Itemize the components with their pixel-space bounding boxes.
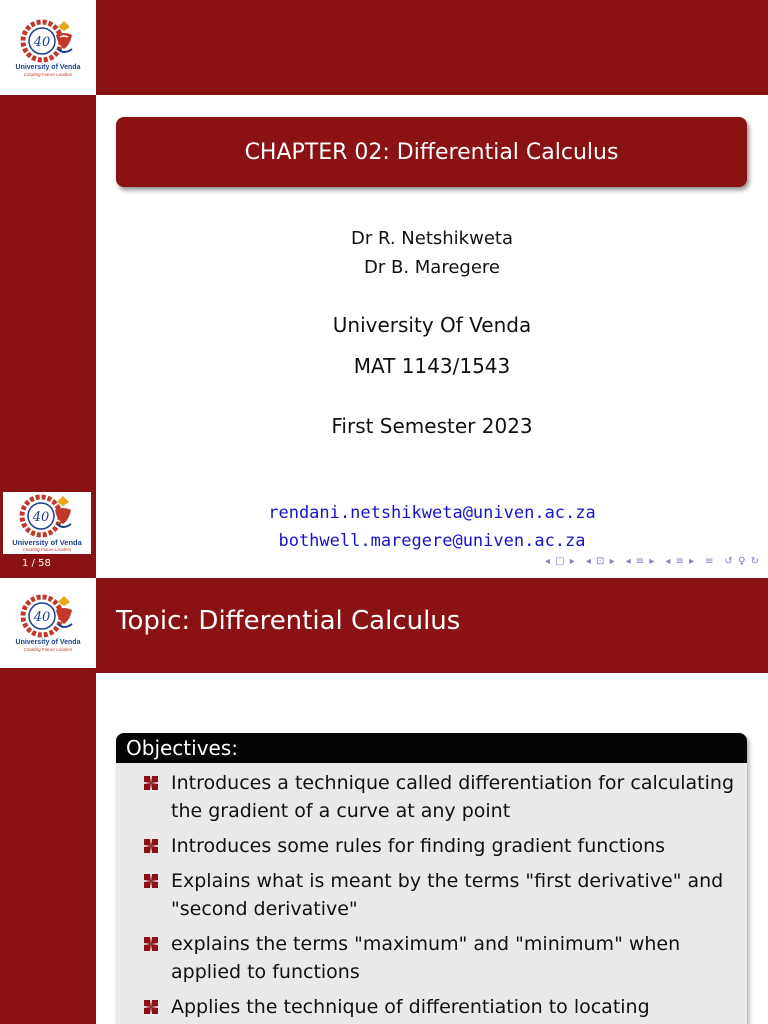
header-bar — [96, 0, 768, 95]
university-logo-small — [3, 492, 91, 554]
nav-frame-icon[interactable]: ◂ □ ▸ — [544, 556, 576, 567]
nav-subsection-icon[interactable]: ◂ ⊡ ▸ — [585, 556, 616, 567]
list-item: explains the terms "maximum" and "minimum" when applied to functions — [142, 930, 739, 986]
objectives-block — [116, 733, 747, 1024]
semester: First Semester 2023 — [331, 414, 533, 438]
institution: University Of Venda — [332, 313, 532, 337]
logo-tagline: Creating Future Leaders — [23, 71, 73, 77]
list-item: Introduces a technique called differentiation for calculating the gradient of a curve at any point — [142, 769, 739, 825]
svg-text:40: 40 — [33, 610, 51, 625]
list-item: Applies the technique of differentiation to locating — [142, 993, 739, 1021]
maltese-cross-icon — [142, 998, 160, 1016]
svg-text:40: 40 — [33, 34, 51, 50]
logo-name: University of Venda — [15, 63, 81, 71]
logo-emblem-icon — [20, 594, 76, 638]
logo-tagline: Creating Future Leaders — [23, 647, 73, 652]
nav-section-icon[interactable]: ◂ ≡ ▸ — [625, 556, 656, 567]
maltese-cross-icon — [142, 935, 160, 953]
email-link-2[interactable]: bothwell.maregere@univen.ac.za — [278, 531, 586, 551]
maltese-cross-icon — [142, 872, 160, 890]
page-number: 1 / 58 — [22, 558, 51, 569]
slide-title: Topic: Differential Calculus — [116, 606, 461, 636]
beamer-navigation — [545, 556, 760, 567]
list-item: Introduces some rules for finding gradient functions — [142, 832, 739, 860]
author-2: Dr B. Maregere — [364, 257, 500, 278]
topic-slide — [0, 578, 768, 1024]
svg-text:40: 40 — [32, 510, 50, 525]
logo-tagline: Creating Future Leaders — [22, 547, 72, 552]
objectives-title: Objectives: — [116, 733, 747, 763]
maltese-cross-icon — [142, 837, 160, 855]
author-1: Dr R. Netshikweta — [351, 228, 513, 249]
logo-emblem-icon — [19, 494, 75, 538]
course-code: MAT 1143/1543 — [353, 354, 511, 378]
nav-section-icon[interactable]: ◂ ≡ ▸ — [665, 556, 696, 567]
email-link-1[interactable]: rendani.netshikweta@univen.ac.za — [268, 503, 596, 523]
logo-name: University of Venda — [15, 639, 81, 646]
logo-emblem-icon — [20, 19, 76, 63]
objectives-list — [116, 763, 747, 1021]
slide-title: CHAPTER 02: Differential Calculus — [244, 139, 619, 165]
list-item: Explains what is meant by the terms "first derivative" and "second derivative" — [142, 867, 739, 923]
maltese-cross-icon — [142, 774, 160, 792]
university-logo — [0, 578, 96, 668]
slide-title-box — [116, 117, 747, 187]
nav-search-icon[interactable]: ↺ ♀ ↻ — [724, 556, 760, 567]
nav-section-icon[interactable]: ≡ — [705, 556, 715, 567]
logo-name: University of Venda — [12, 538, 82, 547]
university-logo — [0, 0, 96, 95]
